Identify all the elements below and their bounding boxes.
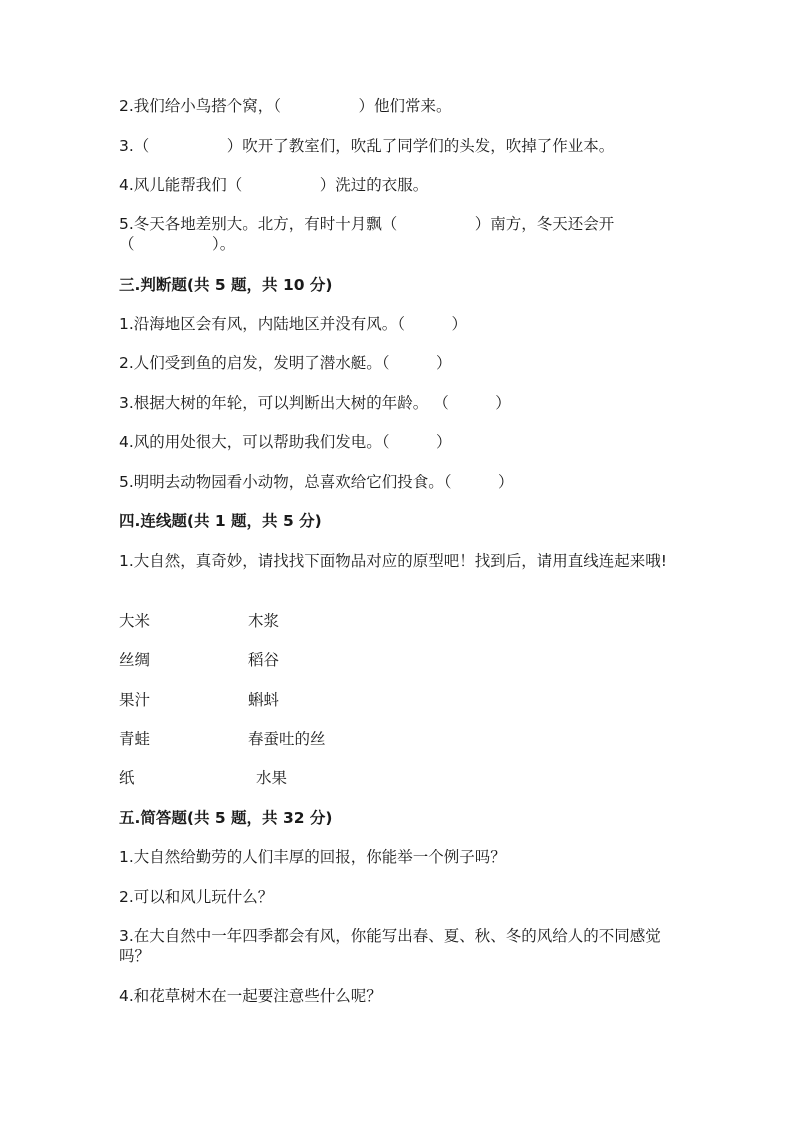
judge-question-5: 5.明明去动物园看小动物，总喜欢给它们投食。（ ） — [119, 473, 514, 491]
matching-left-item: 果汁 — [119, 691, 151, 709]
fill-question-2: 2.我们给小鸟搭个窝，（ ）他们常来。 — [119, 97, 452, 115]
short-answer-question-4: 4.和花草树木在一起要注意些什么呢？ — [119, 987, 382, 1005]
matching-left-item: 丝绸 — [119, 651, 151, 669]
matching-left-item: 纸 — [119, 769, 135, 787]
section-heading-short-answer: 五.简答题(共 5 题，共 32 分) — [119, 809, 333, 827]
section-heading-matching: 四.连线题(共 1 题，共 5 分) — [119, 512, 322, 530]
judge-question-3: 3.根据大树的年轮，可以判断出大树的年龄。 （ ） — [119, 394, 511, 412]
section-heading-judge: 三.判断题(共 5 题，共 10 分) — [119, 276, 333, 294]
matching-right-item: 水果 — [256, 769, 288, 787]
judge-question-2: 2.人们受到鱼的启发，发明了潜水艇。（ ） — [119, 354, 452, 372]
short-answer-question-3: 3.在大自然中一年四季都会有风，你能写出春、夏、秋、冬的风给人的不同感觉吗？ — [119, 927, 661, 965]
matching-right-item: 春蚕吐的丝 — [248, 730, 326, 748]
fill-question-5: 5.冬天各地差别大。北方，有时十月飘（ ）南方，冬天还会开（ ）。 — [119, 215, 615, 253]
judge-question-1: 1.沿海地区会有风，内陆地区并没有风。（ ） — [119, 315, 468, 333]
matching-right-item: 木浆 — [248, 612, 280, 630]
matching-question: 1.大自然，真奇妙，请找找下面物品对应的原型吧！找到后，请用直线连起来哦! — [119, 552, 668, 570]
matching-left-item: 青蛙 — [119, 730, 151, 748]
short-answer-question-1: 1.大自然给勤劳的人们丰厚的回报，你能举一个例子吗？ — [119, 848, 506, 866]
matching-right-item: 稻谷 — [248, 651, 280, 669]
judge-question-4: 4.风的用处很大，可以帮助我们发电。（ ） — [119, 433, 452, 451]
matching-right-item: 蝌蚪 — [248, 691, 280, 709]
fill-question-4: 4.风儿能帮我们（ ）洗过的衣服。 — [119, 176, 429, 194]
matching-left-item: 大米 — [119, 612, 151, 630]
fill-question-3: 3.（ ）吹开了教室们，吹乱了同学们的头发，吹掉了作业本。 — [119, 137, 615, 155]
short-answer-question-2: 2.可以和风儿玩什么？ — [119, 888, 274, 906]
